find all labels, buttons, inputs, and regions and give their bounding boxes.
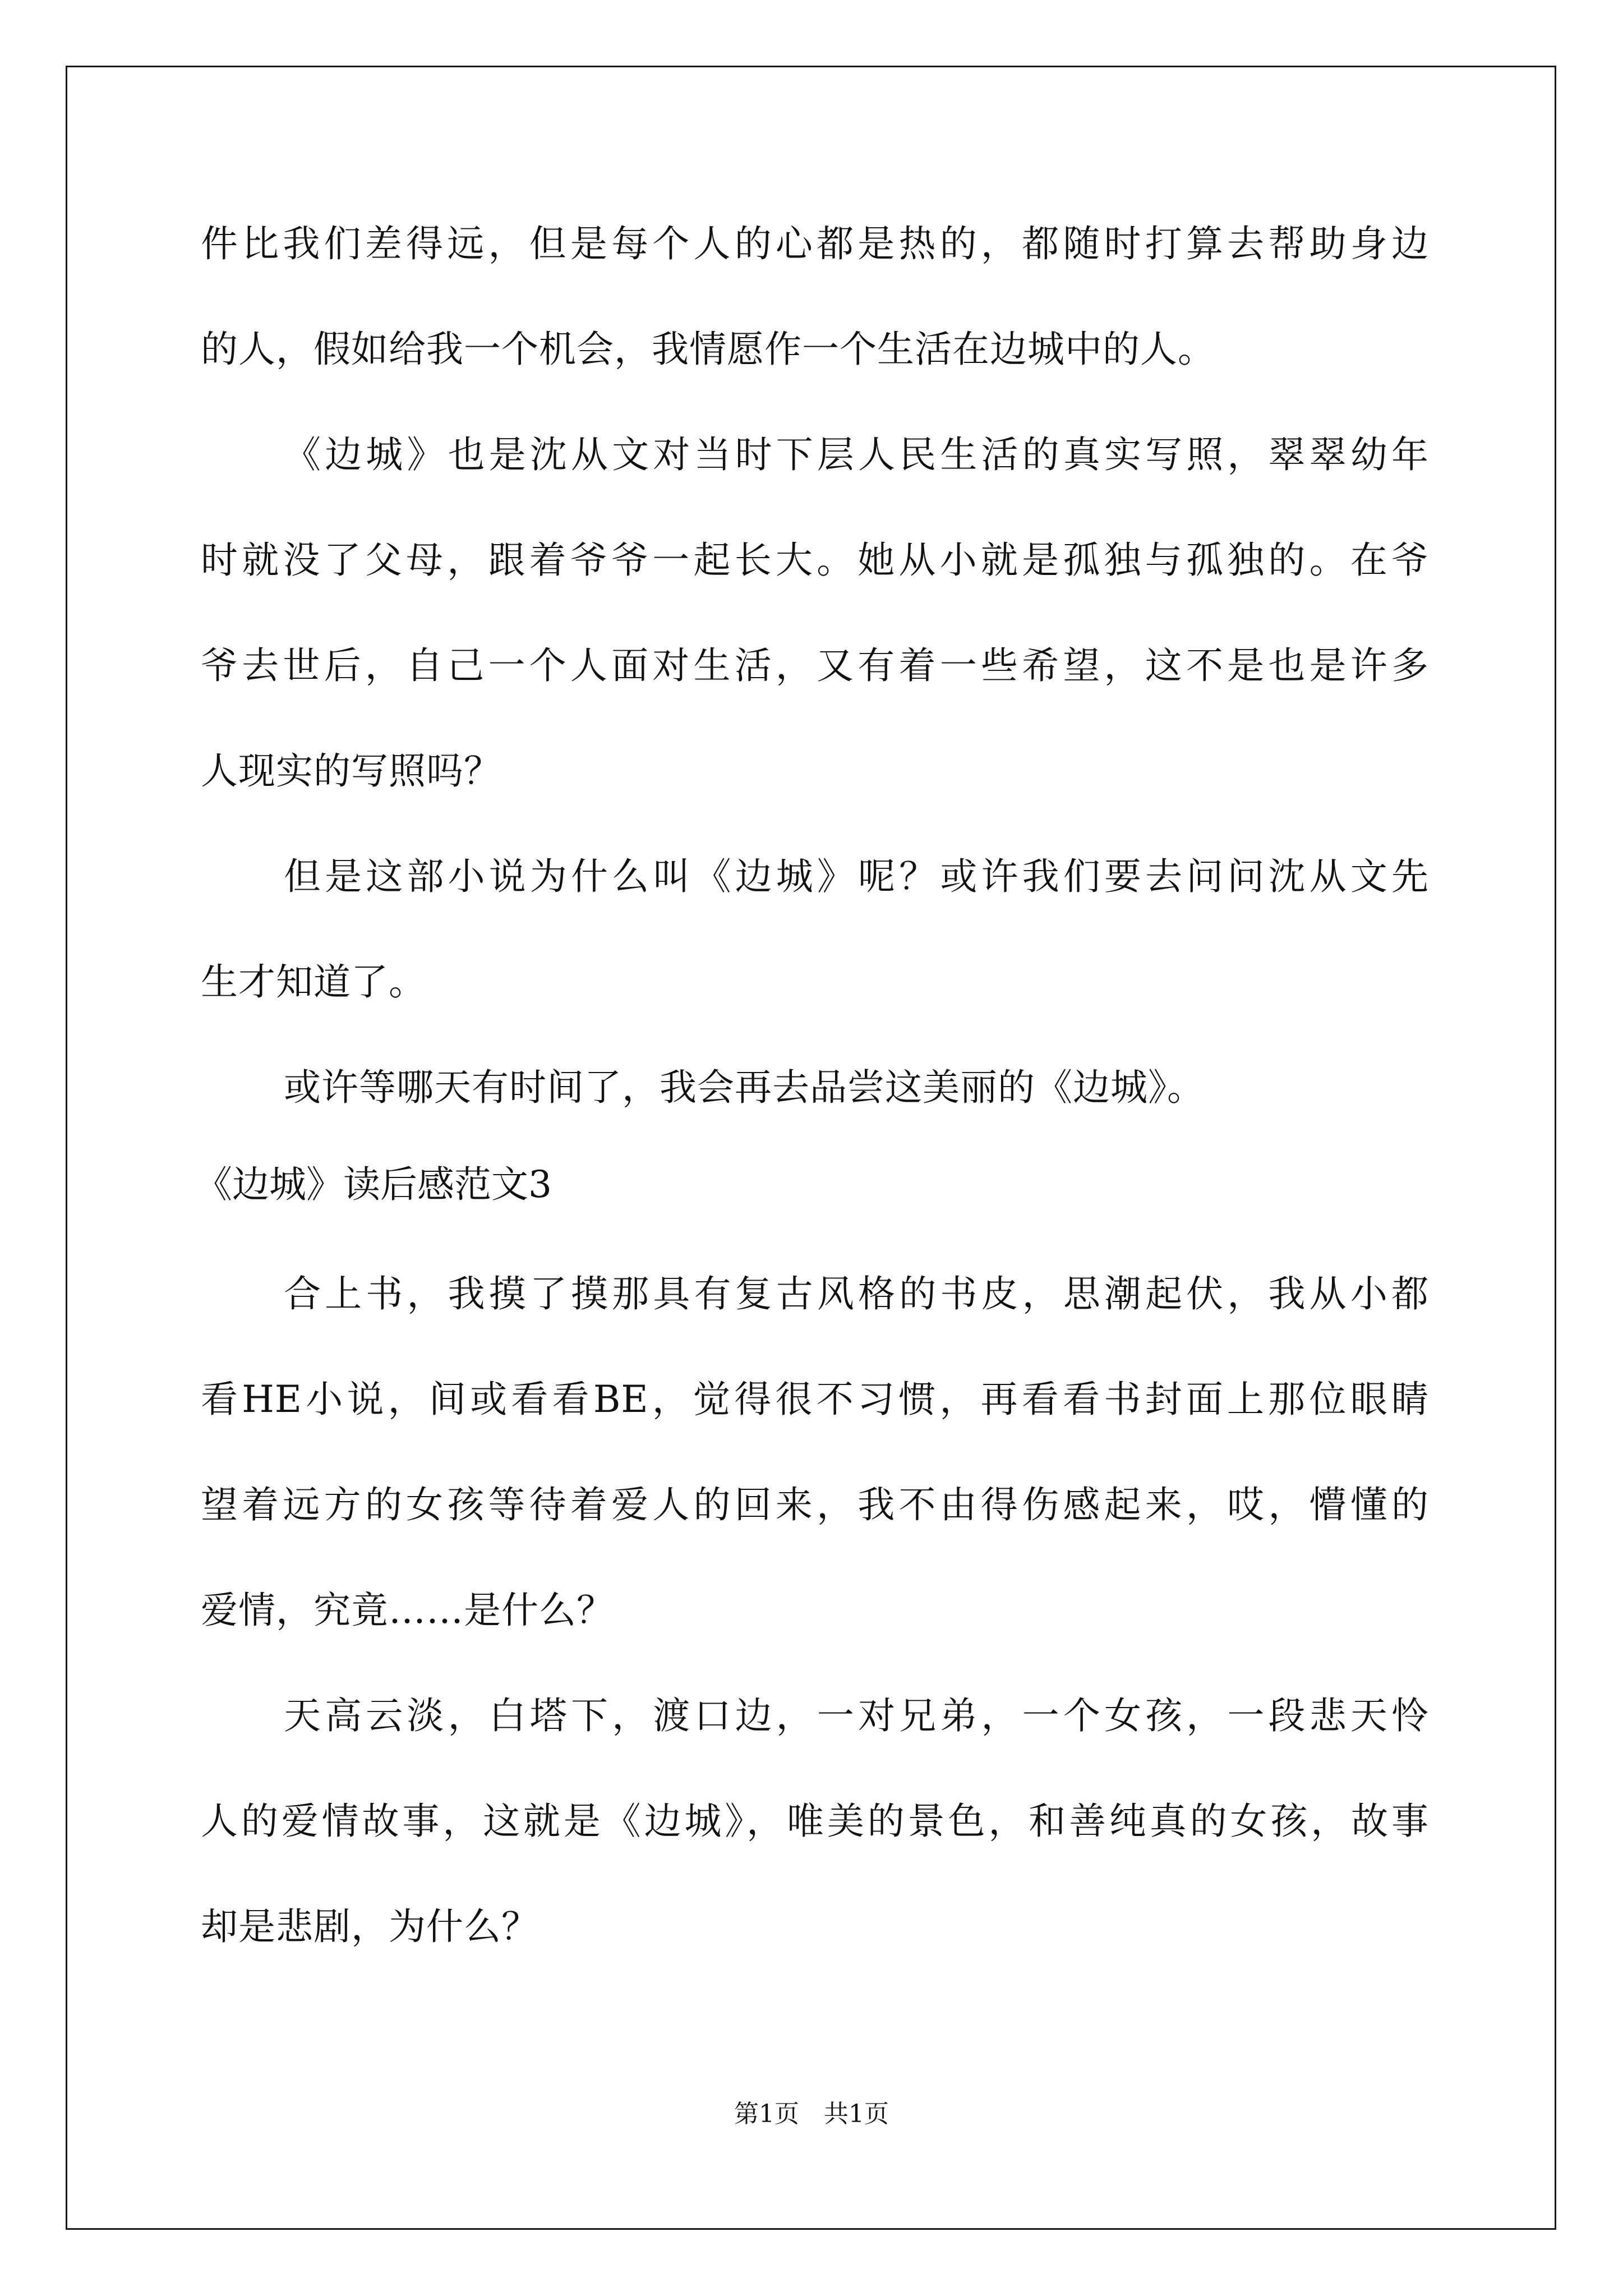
text-line: 合上书，我摸了摸那具有复古风格的书皮，思潮起伏，我从小都	[284, 1272, 1429, 1315]
text-line: 但是这部小说为什么叫《边城》呢？或许我们要去问问沈从文先	[284, 855, 1429, 898]
text-line: 望着远方的女孩等待着爱人的回来，我不由得伤感起来，哎，懵懂的	[201, 1483, 1429, 1526]
text-line: 爱情，究竟……是什么？	[201, 1589, 614, 1632]
text-line: 人的爱情故事，这就是《边城》，唯美的景色，和善纯真的女孩，故事	[201, 1800, 1429, 1843]
text-line: 天高云淡，白塔下，渡口边，一对兄弟，一个女孩，一段悲天怜	[284, 1694, 1429, 1737]
section-heading: 《边城》读后感范文3	[195, 1163, 552, 1206]
text-line: 的人，假如给我一个机会，我情愿作一个生活在边城中的人。	[201, 328, 1215, 371]
text-line: 却是悲剧，为什么？	[201, 1905, 539, 1948]
text-line: 《边城》也是沈从文对当时下层人民生活的真实写照，翠翠幼年	[284, 433, 1429, 476]
text-line: 看HE小说，间或看看BE，觉得很不习惯，再看看书封面上那位眼睛	[201, 1378, 1429, 1421]
page-number-footer: 第1页 共1页	[734, 2100, 889, 2128]
text-line: 件比我们差得远，但是每个人的心都是热的，都随时打算去帮助身边	[201, 222, 1429, 265]
text-line: 人现实的写照吗？	[201, 749, 501, 793]
text-line: 或许等哪天有时间了，我会再去品尝这美丽的《边城》。	[284, 1066, 1205, 1109]
text-line: 生才知道了。	[201, 960, 426, 1004]
text-line: 时就没了父母，跟着爷爷一起长大。她从小就是孤独与孤独的。在爷	[201, 539, 1429, 582]
text-line: 爷去世后，自己一个人面对生活，又有着一些希望，这不是也是许多	[201, 644, 1429, 687]
